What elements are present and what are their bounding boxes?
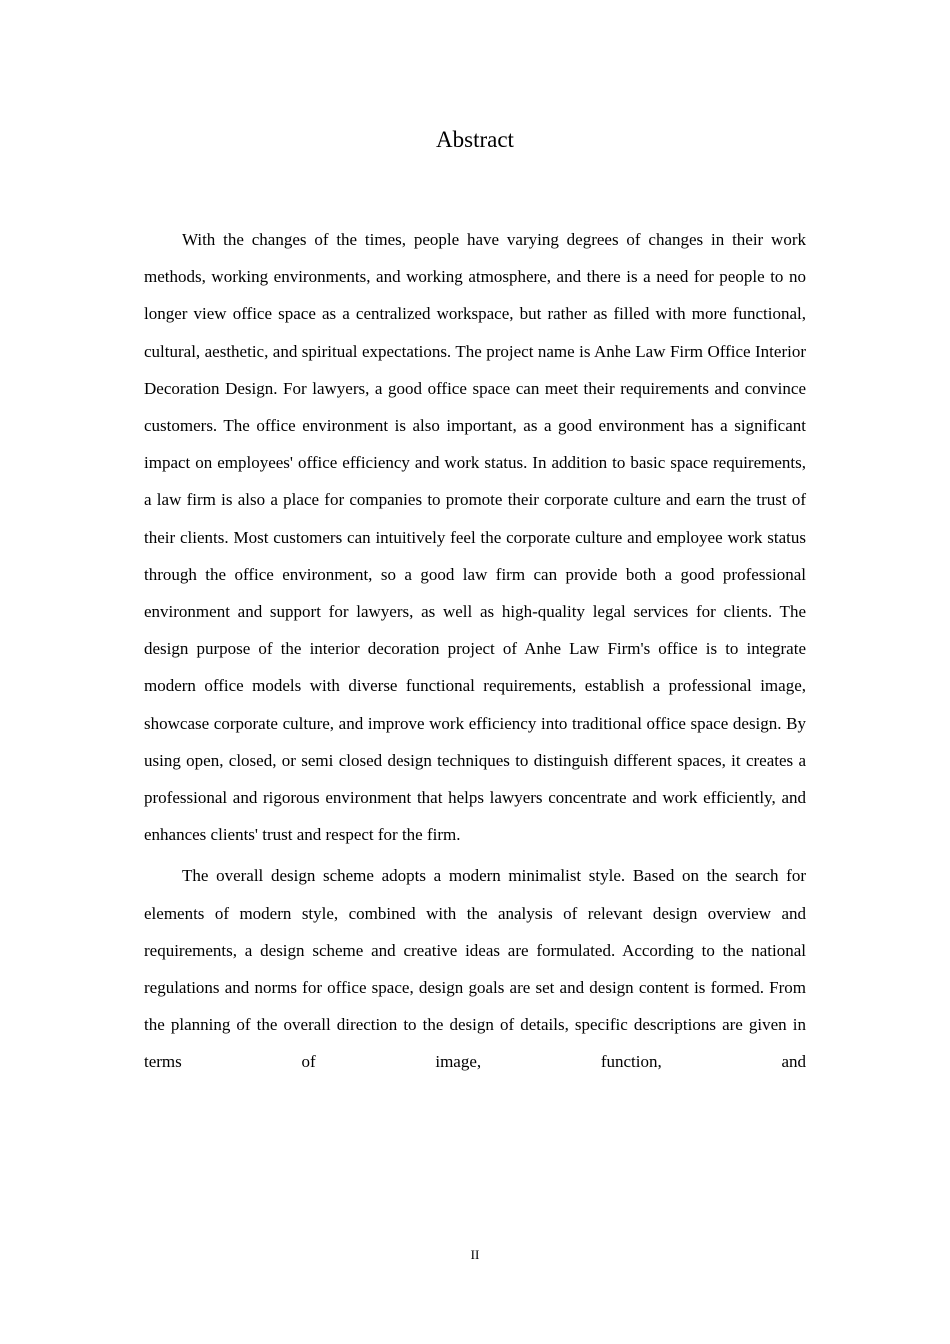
abstract-body — [144, 221, 806, 1085]
abstract-paragraph: With the changes of the times, people have varying degrees of changes in their work methods, working environments, and working atmosphere, and there is a need for people to no longer view office space as a centralized workspace, but rather as filled with more functional, cultural, aesthetic, and spiritual expectations. The project name is Anhe Law Firm Office Interior Decoration Design. For lawyers, a good office space can meet their requirements and convince customers. The office environment is also important, as a good environment has a significant impact on employees' office efficiency and work status. In addition to basic space requirements, a law firm is also a place for companies to promote their corporate culture and earn the trust of their clients. Most customers can intuitively feel the corporate culture and employee work status through the office environment, so a good law firm can provide both a good professional environment and support for lawyers, as well as high-quality legal services for clients. The design purpose of the interior decoration project of Anhe Law Firm's office is to integrate modern office models with diverse functional requirements, establish a professional image, showcase corporate culture, and improve work efficiency into traditional office space design. By using open, closed, or semi closed design techniques to distinguish different spaces, it creates a professional and rigorous environment that helps lawyers concentrate and work efficiently, and enhances clients' trust and respect for the firm. — [144, 230, 806, 845]
page-number: II — [470, 1247, 480, 1262]
page-title: Abstract — [436, 127, 514, 152]
abstract-paragraph: The overall design scheme adopts a modern minimalist style. Based on the search for elements of modern style, combined with the analysis of relevant design overview and requirements, a design scheme and creative ideas are formulated. According to the national regulations and norms for office space, design goals are set and design content is formed. From the planning of the overall direction to the design of details, specific descriptions are given in terms of image, function, and — [144, 866, 806, 1072]
